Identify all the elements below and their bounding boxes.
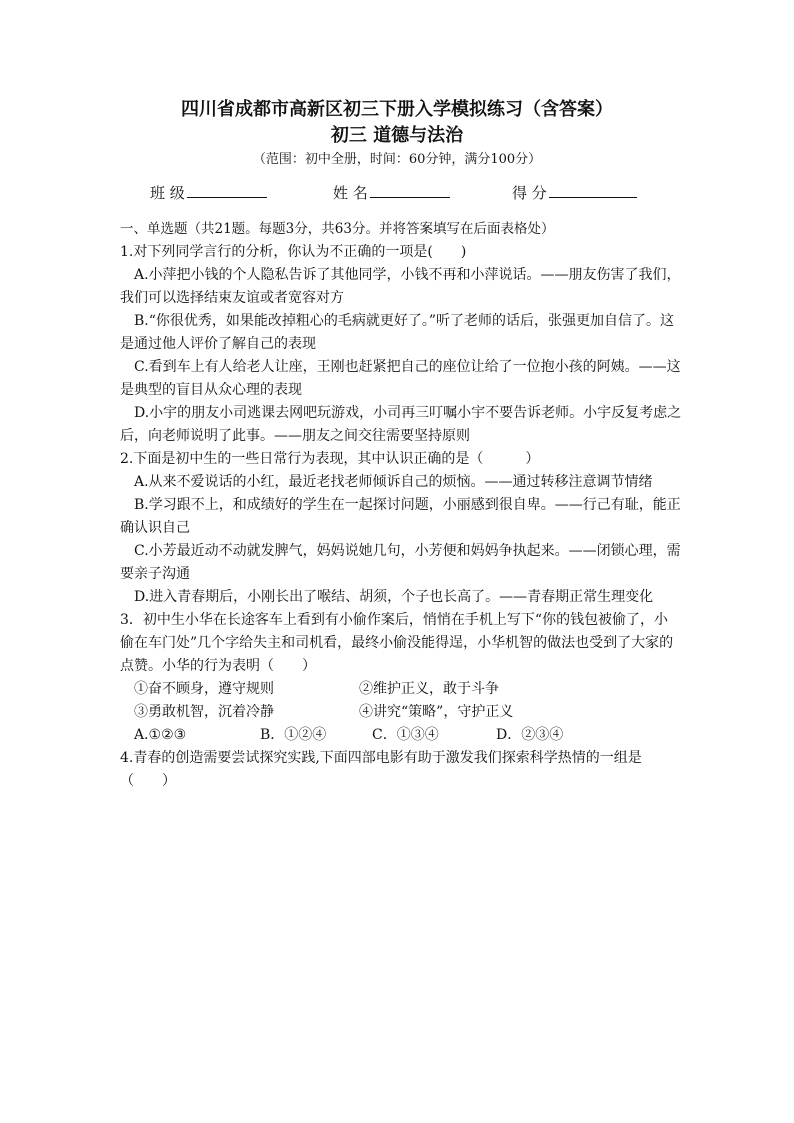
choice-b: B．①②④ bbox=[260, 727, 327, 743]
question-stem: 1.对下列同学言行的分析，你认为不正确的一项是( ) bbox=[120, 244, 467, 260]
score-field bbox=[512, 181, 637, 203]
question-option: D.进入青春期后，小刚长出了喉结、胡须，个子也长高了。——青春期正常生理变化 bbox=[134, 589, 654, 605]
question-stem: 4.青春的创造需要尝试探究实践,下面四部电影有助于激发我们探索科学热情的一组是（ ） bbox=[120, 750, 642, 789]
exam-content bbox=[120, 218, 682, 793]
exam-scope: （范围：初中全册，时间：60分钟，满分100分） bbox=[252, 152, 542, 167]
statement-row bbox=[120, 701, 682, 724]
statement-item: ③勇敢机智，沉着冷静 bbox=[134, 704, 274, 720]
name-blank[interactable] bbox=[370, 181, 450, 198]
question-option: B.“你很优秀，如果能改掉粗心的毛病就更好了。”听了老师的话后，张强更加自信了。这是通过他人评价了解自己的表现 bbox=[120, 313, 675, 352]
choice-c: C．①③④ bbox=[372, 727, 439, 743]
question-option: C.看到车上有人给老人让座，王刚也赶紧把自己的座位让给了一位抱小孩的阿姨。——这是典型的盲目从众心理的表现 bbox=[120, 359, 681, 398]
class-field bbox=[150, 181, 267, 203]
class-label: 班 级 bbox=[150, 184, 185, 202]
question-option: A.从来不爱说话的小红，最近老找老师倾诉自己的烦恼。——通过转移注意调节情绪 bbox=[134, 474, 653, 490]
choice-a: A.①②③ bbox=[134, 727, 187, 743]
choice-d: D．②③④ bbox=[496, 727, 564, 743]
choice-row bbox=[120, 724, 682, 747]
question-stem: 2.下面是初中生的一些日常行为表现，其中认识正确的是（ ） bbox=[120, 451, 540, 467]
section-heading: 一、单选题（共21题。每题3分，共63分。并将答案填写在后面表格处） bbox=[120, 221, 555, 237]
score-label: 得 分 bbox=[512, 184, 547, 202]
exam-title: 四川省成都市高新区初三下册入学模拟练习（含答案） bbox=[181, 99, 613, 120]
exam-subtitle: 初三 道德与法治 bbox=[330, 125, 464, 146]
name-label: 姓 名 bbox=[333, 184, 368, 202]
class-blank[interactable] bbox=[187, 181, 267, 198]
statement-item: ②维护正义，敢于斗争 bbox=[359, 681, 499, 697]
score-blank[interactable] bbox=[549, 181, 637, 198]
question-stem: 3．初中生小华在长途客车上看到有小偷作案后，悄悄在手机上写下“你的钱包被偷了，小偷在车门处”几个字给失主和司机看，最终小偷没能得逞，小华机智的做法也受到了大家的点赞。小华的行为表明（ ） bbox=[120, 612, 674, 674]
statement-item: ④讲究“策略”，守护正义 bbox=[359, 704, 514, 720]
question-option: C.小芳最近动不动就发脾气，妈妈说她几句，小芳便和妈妈争执起来。——闭锁心理，需要亲子沟通 bbox=[120, 543, 681, 582]
question-option: B.学习跟不上，和成绩好的学生在一起探讨问题，小丽感到很自卑。——行己有耻，能正确认识自己 bbox=[120, 497, 681, 536]
statement-row bbox=[120, 678, 682, 701]
question-option: D.小宇的朋友小司逃课去网吧玩游戏，小司再三叮嘱小宇不要告诉老师。小宇反复考虑之后，向老师说明了此事。——朋友之间交往需要坚持原则 bbox=[120, 405, 682, 444]
question-option: A.小萍把小钱的个人隐私告诉了其他同学，小钱不再和小萍说话。——朋友伤害了我们，我们可以选择结束友谊或者宽容对方 bbox=[120, 267, 681, 306]
name-field bbox=[333, 181, 450, 203]
statement-item: ①奋不顾身，遵守规则 bbox=[134, 681, 274, 697]
